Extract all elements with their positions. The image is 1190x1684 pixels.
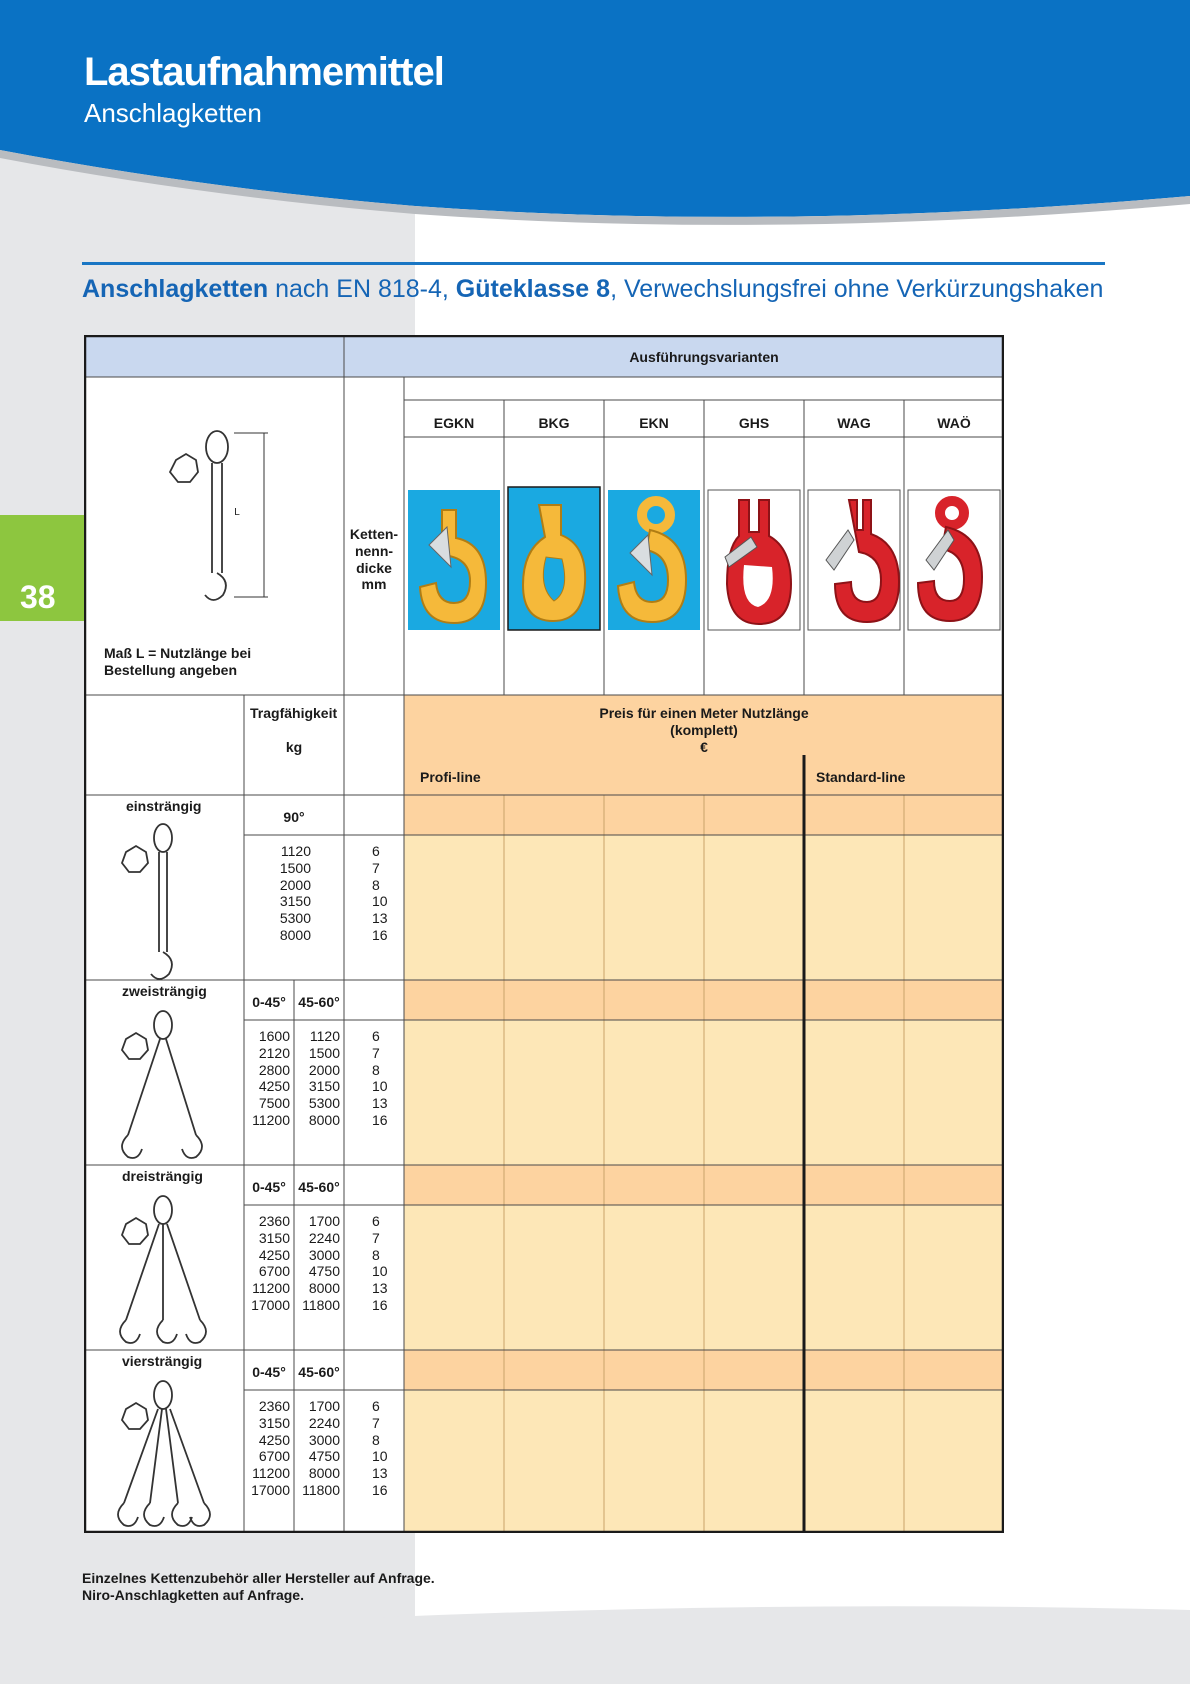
angle-label: 0-45° xyxy=(252,1179,286,1195)
heading-part1: Anschlagketten xyxy=(82,275,269,303)
thickness-value: 7 xyxy=(372,1229,380,1246)
angle-label: 45-60° xyxy=(298,1364,340,1380)
thickness-column xyxy=(372,1398,388,1499)
capacity-value: 2240 xyxy=(308,1229,340,1246)
capacity-value: 2000 xyxy=(308,1061,340,1078)
capacity-value: 2240 xyxy=(308,1414,340,1431)
footer-note: Einzelnes Kettenzubehör aller Hersteller auf Anfrage. xyxy=(82,1570,435,1586)
capacity-value: 2360 xyxy=(258,1398,290,1414)
variant-code: WAG xyxy=(837,415,871,431)
capacity-value: 1500 xyxy=(308,1044,340,1061)
capacity-value: 4750 xyxy=(308,1263,340,1280)
section-name: dreisträngig xyxy=(122,1168,203,1184)
thickness-value: 8 xyxy=(372,1246,380,1263)
thickness-header-line: nenn- xyxy=(354,542,394,559)
thickness-value: 13 xyxy=(372,1280,388,1297)
thickness-value: 10 xyxy=(372,1448,388,1465)
capacity-value: 11800 xyxy=(302,1481,340,1498)
section-heading xyxy=(82,275,1103,304)
capacity-value: 3150 xyxy=(279,893,311,910)
variant-code: EGKN xyxy=(433,415,475,431)
variant-code: GHS xyxy=(738,415,770,431)
length-note-line: Maß L = Nutzlänge bei xyxy=(104,645,252,661)
capacity-value: 6700 xyxy=(258,1263,290,1280)
capacity-value: 11200 xyxy=(252,1111,290,1128)
thickness-value: 16 xyxy=(372,926,388,943)
section-name: zweisträngig xyxy=(122,983,207,999)
capacity-value: 11200 xyxy=(252,1465,290,1482)
capacity-value: 1700 xyxy=(308,1213,340,1229)
angle-label: 45-60° xyxy=(298,994,340,1010)
thickness-header xyxy=(346,526,402,593)
heading-part3: Güteklasse 8 xyxy=(455,275,611,303)
thickness-column xyxy=(372,1213,388,1314)
thickness-value: 7 xyxy=(372,1044,380,1061)
dimension-label: L xyxy=(234,507,240,518)
thickness-value: 13 xyxy=(372,1465,388,1482)
capacity-column xyxy=(244,843,311,944)
thickness-value: 10 xyxy=(372,1078,388,1095)
price-header-line: Preis für einen Meter Nutzlänge xyxy=(599,705,809,721)
angle-label: 0-45° xyxy=(252,1364,286,1380)
thickness-value: 8 xyxy=(372,1431,380,1448)
capacity-value: 4250 xyxy=(258,1078,290,1095)
profi-line-label: Profi-line xyxy=(420,769,481,785)
thickness-column xyxy=(372,843,388,944)
thickness-value: 6 xyxy=(372,843,380,859)
header-title: Lastaufnahmemittel xyxy=(84,50,444,94)
variant-code: BKG xyxy=(538,415,570,431)
thickness-header-line: dicke xyxy=(356,559,392,576)
thickness-value: 8 xyxy=(372,876,380,893)
capacity-column xyxy=(294,1213,340,1314)
angle-label: 45-60° xyxy=(298,1179,340,1195)
heading-part2: nach EN 818-4, xyxy=(268,275,456,303)
thickness-header-line: mm xyxy=(361,576,387,593)
thickness-value: 16 xyxy=(372,1481,388,1498)
capacity-value: 17000 xyxy=(251,1296,290,1313)
header-subtitle: Anschlagketten xyxy=(84,98,262,128)
price-header xyxy=(404,705,1004,755)
footer-note: Niro-Anschlagketten auf Anfrage. xyxy=(82,1587,304,1603)
capacity-value: 6700 xyxy=(258,1448,290,1465)
thickness-value: 7 xyxy=(372,859,380,876)
price-header-line: € xyxy=(700,738,708,755)
footer-notes xyxy=(82,1570,435,1604)
price-header-line: (komplett) xyxy=(670,721,738,738)
thickness-value: 16 xyxy=(372,1111,388,1128)
capacity-value: 1120 xyxy=(280,843,311,859)
capacity-value: 4750 xyxy=(308,1448,340,1465)
capacity-value: 8000 xyxy=(308,1280,340,1297)
thickness-value: 8 xyxy=(372,1061,380,1078)
table-grid xyxy=(84,335,1004,1533)
capacity-value: 11800 xyxy=(302,1296,340,1313)
capacity-value: 3000 xyxy=(308,1431,340,1448)
page-number-tab xyxy=(0,515,84,621)
angle-label: 90° xyxy=(283,809,305,825)
variant-codes-row xyxy=(404,415,1004,433)
thickness-column xyxy=(372,1028,388,1129)
capacity-value: 1600 xyxy=(258,1028,290,1044)
capacity-column xyxy=(294,1028,340,1129)
page-number: 38 xyxy=(20,579,56,615)
capacity-value: 5300 xyxy=(279,910,311,927)
capacity-value: 8000 xyxy=(308,1111,340,1128)
variant-code: EKN xyxy=(639,415,669,431)
heading-part4: , Verwechslungsfrei ohne Verkürzungshaken xyxy=(610,275,1104,303)
angle-label: 0-45° xyxy=(252,994,286,1010)
capacity-value: 2360 xyxy=(258,1213,290,1229)
thickness-value: 7 xyxy=(372,1414,380,1431)
variants-header: Ausführungsvarianten xyxy=(629,349,779,365)
capacity-value: 3150 xyxy=(258,1414,290,1431)
thickness-value: 10 xyxy=(372,1263,388,1280)
capacity-value: 1700 xyxy=(308,1398,340,1414)
thickness-value: 13 xyxy=(372,910,388,927)
heading-rule xyxy=(82,262,1105,265)
chain-table xyxy=(84,335,1004,1533)
capacity-column xyxy=(244,1213,290,1314)
section-name: viersträngig xyxy=(122,1353,203,1369)
variant-code: WAÖ xyxy=(937,415,971,431)
thickness-value: 6 xyxy=(372,1028,380,1044)
capacity-value: 7500 xyxy=(258,1095,290,1112)
length-note-line: Bestellung angeben xyxy=(104,661,238,678)
capacity-value: 11200 xyxy=(252,1280,290,1297)
capacity-value: 8000 xyxy=(308,1465,340,1482)
capacity-column xyxy=(244,1028,290,1129)
capacity-column xyxy=(244,1398,290,1499)
length-note xyxy=(104,645,251,679)
capacity-column xyxy=(294,1398,340,1499)
capacity-value: 1120 xyxy=(309,1028,340,1044)
capacity-header: Tragfähigkeit xyxy=(250,705,338,721)
thickness-value: 10 xyxy=(372,893,388,910)
capacity-value: 2800 xyxy=(258,1061,290,1078)
thickness-value: 6 xyxy=(372,1398,380,1414)
capacity-value: 3000 xyxy=(308,1246,340,1263)
capacity-value: 2000 xyxy=(279,876,311,893)
capacity-value: 8000 xyxy=(279,926,311,943)
standard-line-label: Standard-line xyxy=(816,769,906,785)
section-name: einsträngig xyxy=(126,798,202,814)
capacity-value: 5300 xyxy=(308,1095,340,1112)
capacity-value: 4250 xyxy=(258,1246,290,1263)
capacity-value: 17000 xyxy=(251,1481,290,1498)
thickness-value: 6 xyxy=(372,1213,380,1229)
capacity-value: 3150 xyxy=(258,1229,290,1246)
thickness-header-line: Ketten- xyxy=(349,526,399,542)
capacity-value: 2120 xyxy=(258,1044,290,1061)
capacity-value: 1500 xyxy=(279,859,311,876)
thickness-value: 16 xyxy=(372,1296,388,1313)
capacity-value: 3150 xyxy=(308,1078,340,1095)
thickness-value: 13 xyxy=(372,1095,388,1112)
capacity-unit: kg xyxy=(285,739,303,755)
capacity-value: 4250 xyxy=(258,1431,290,1448)
